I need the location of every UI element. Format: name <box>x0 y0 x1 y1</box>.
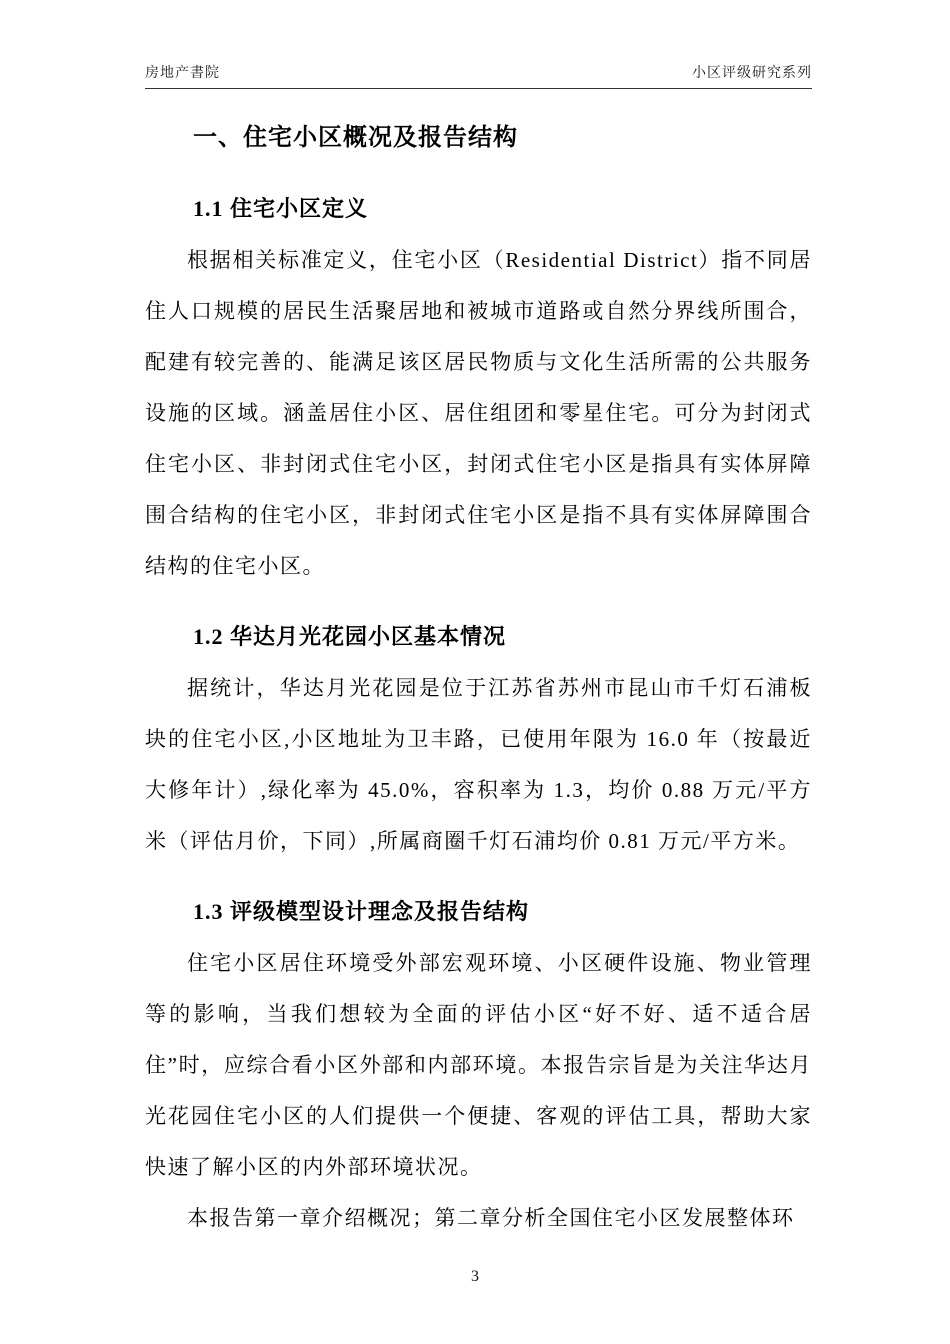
page-number: 3 <box>471 1268 479 1285</box>
section-1-3-heading: 1.3 评级模型设计理念及报告结构 <box>193 899 530 924</box>
section-1-3-paragraph-2: 本报告第一章介绍概况；第二章分析全国住宅小区发展整体环 <box>187 1206 795 1230</box>
section-1-1-heading: 1.1 住宅小区定义 <box>193 196 369 221</box>
header-right-text: 小区评级研究系列 <box>692 66 812 81</box>
section-1-3-paragraph-1: 住宅小区居住环境受外部宏观环境、小区硬件设施、物业管理等的影响，当我们想较为全面的评估小区“好不好、适不适合居住”时，应综合看小区外部和内部环境。本报告宗旨是为关注华达月光花园住宅小区的人们提供一个便捷、客观的评估工具，帮助大家快速了解小区的内外部环境状况。 <box>145 951 812 1179</box>
section-1-1-paragraph: 根据相关标准定义，住宅小区（Residential District）指不同居住人口规模的居民生活聚居地和被城市道路或自然分界线所围合，配建有较完善的、能满足该区居民物质与文化生活所需的公共服务设施的区域。涵盖居住小区、居住组团和零星住宅。可分为封闭式住宅小区、非封闭式住宅小区，封闭式住宅小区是指具有实体屏障围合结构的住宅小区，非封闭式住宅小区是指不具有实体屏障围合结构的住宅小区。 <box>145 248 812 578</box>
page-header <box>145 62 812 89</box>
document-body <box>145 105 812 1244</box>
section-1-2-heading: 1.2 华达月光花园小区基本情况 <box>193 624 507 649</box>
header-left-text: 房地产書院 <box>145 66 220 81</box>
section-1-2-paragraph: 据统计，华达月光花园是位于江苏省苏州市昆山市千灯石浦板块的住宅小区,小区地址为卫丰路，已使用年限为 16.0 年（按最近大修年计）,绿化率为 45.0%，容积率为 1.3，均价 0.88 万元/平方米（评估月价，下同）,所属商圈千灯石浦均价 0.81 万元/平方米。 <box>145 676 812 853</box>
main-heading: 一、住宅小区概况及报告结构 <box>193 125 518 151</box>
